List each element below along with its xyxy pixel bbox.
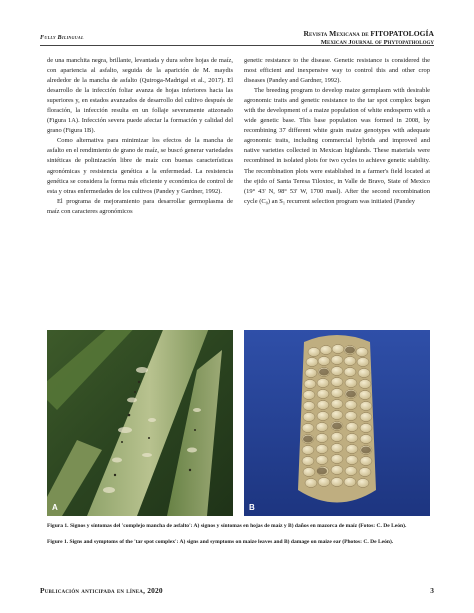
leaves-image [47,330,233,516]
left-column [47,56,233,217]
left-paragraph-2: Como alternativa para minimizar los efectos de la mancha de asfalto en el rendimiento de grano de maíz, se buscó generar variedades sintéticas de polinización libre de maíz con buenas características agronómicas y resistencia genética a la enfermedad. La resistencia genética se considera la forma más eficiente y económica de control de esta y otras enfermedades de los cultivos (Pandey y Gardner, 1992). [47,137,233,195]
figure-caption-english: Figure 1. Signs and symptoms of the 'tar spot complex': A) signs and symptoms on maize leaves and B) damage on maize ear (Photos: C. De León). [47,539,394,545]
header-rule [40,45,434,46]
left-paragraph-1: de una manchita negra, brillante, levantada y dura sobre hojas de maíz, con apariencia al asfalto, seguida de la aparición de M. maydis alrededor de la mancha de asfalto (Quiroga-Madrigal et al., 2017). El desarrollo de la infección foliar avanza de hojas inferiores hacia las superiores y, en estados avanzados de desarrollo del cultivo después de floración, la infección resulta en un follaje severamente atizonado (Figura 1A). Infección severa puede afectar la formación y calidad del grano (Figura 1B). [47,57,233,135]
left-paragraph-3: El programa de mejoramiento para desarrollar germoplasma de maíz con caracteres agronómicos [47,197,233,215]
header-left: Fully Bilingual [40,34,84,41]
footer-publication-note: Publicación anticipada en línea, 2020 [40,586,163,595]
journal-title-es: Revista Mexicana de FITOPATOLOGÍA [303,29,434,38]
journal-title-en: Mexican Journal of Phytopathology [320,39,434,46]
right-paragraph-1: genetic resistance to the disease. Genetic resistance is considered the most efficient and inexpensive way to control this and other crop diseases (Pandey and Gardner, 1992). [244,57,430,85]
page-number: 3 [430,586,434,595]
figure-caption-spanish: Figura 1. Signos y síntomas del 'complejo mancha de asfalto': A) signos y síntomas en hojas de maíz y B) daños en mazorca de maíz (Fotos: C. De León). [47,523,407,529]
figure-label-b: B [249,503,255,512]
figure-label-a: A [52,503,58,512]
right-paragraph-2: The breeding program to develop maize germplasm with desirable agronomic traits and genetic resistance to the tar spot complex began with the development of a maize population of white endosperm with a wide genetic base. This base population was formed in 2008, by recombining 37 different white grain maize genotypes with adequate agronomic traits, including commercial hybrids and improved and native varieties collected in Mexican highlands. These materials were recombined in isolated plots for two cycles to achieve genetic stability. The recombination plots were established in a farmer's field located at the ejido of Santa Teresa Tiloxtoc, in Valle de Bravo, State of Mexico (19° 43' N, 98° 53' W, 1700 masl). After the second recombination cycle (C₀) an S₁ recurrent selection program was initiated (Pandey [244,87,430,205]
right-column [244,56,430,207]
figure-leaves-photo [47,330,233,516]
maize-ear-image [244,330,430,516]
figure-maize-ear-photo [244,330,430,516]
